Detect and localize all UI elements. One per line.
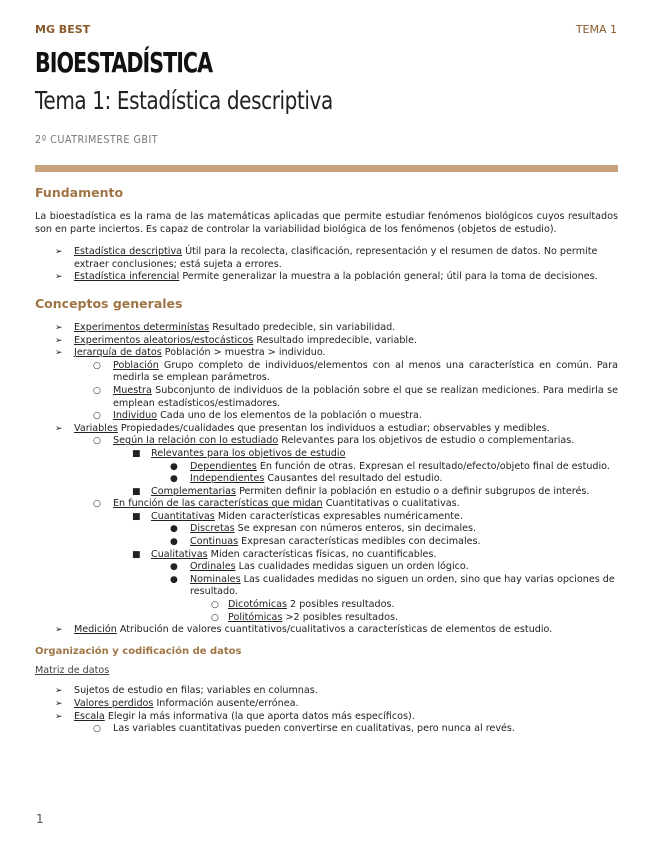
list-item <box>35 536 618 549</box>
list-item-term: Complementarias <box>151 485 237 497</box>
circle-bullet-icon: ○ <box>211 600 219 611</box>
list-item <box>35 624 618 637</box>
list-item <box>35 246 618 271</box>
document-subtitle: Tema 1: Estadística descriptiva <box>35 86 333 115</box>
list-item <box>35 486 618 499</box>
list-item-term: Ordinales <box>190 561 236 573</box>
list-item-text: Cada uno de los elementos de la población o muestra. <box>157 410 422 422</box>
list-item <box>35 423 618 436</box>
list-item-term: Muestra <box>113 384 152 396</box>
list-item-text: Las variables cuantitativas pueden convertirse en cualitativas, pero nunca al revés. <box>113 723 515 735</box>
list-item <box>35 410 618 423</box>
list-item-text: Población > muestra > individuo. <box>161 347 326 359</box>
list-item-term: En función de las características que midan <box>113 498 323 510</box>
list-item-term: Experimentos determinístas <box>74 321 210 333</box>
section-heading-organizacion: Organización y codificación de datos <box>35 645 242 657</box>
list-item-text: Miden características expresables numéricamente. <box>214 510 463 522</box>
list-item-text: Las cualidades medidas siguen un orden lógico. <box>235 561 469 573</box>
list-item <box>35 511 618 524</box>
list-item-term: Cuantitativas <box>151 510 215 522</box>
square-bullet-icon: ■ <box>132 511 141 522</box>
intro-paragraph: La bioestadística es la rama de las matemáticas aplicadas que permite estudiar fenómenos biológicos cuyos resultados son en parte inciertos. Es capaz de controlar la variabilidad biológica de los fenómenos (objetos de estudio). <box>35 211 618 235</box>
dot-bullet-icon: ● <box>170 574 178 585</box>
list-item <box>35 322 618 335</box>
list-item-term: Medición <box>74 624 117 636</box>
list-item-text: Miden características físicas, no cuantificables. <box>207 548 437 560</box>
list-item <box>35 448 618 461</box>
list-item-text: Las cualidades medidas no siguen un orden, sino que hay varias opciones de resultado. <box>190 573 615 598</box>
list-item-term: Continuas <box>190 536 239 548</box>
list-item-term: Individuo <box>113 410 158 422</box>
page-number: 1 <box>36 812 44 826</box>
list-item <box>35 335 618 348</box>
document-title: BIOESTADÍSTICA <box>35 46 213 79</box>
list-item-text: Se expresan con números enteros, sin decimales. <box>234 523 477 535</box>
circle-bullet-icon: ○ <box>211 612 219 623</box>
arrow-bullet-icon: ➢ <box>55 625 63 636</box>
circle-bullet-icon: ○ <box>93 360 101 371</box>
list-item-term: Dependientes <box>190 460 257 472</box>
list-item <box>35 523 618 536</box>
header-left: MG BEST <box>35 23 91 36</box>
list-item <box>35 360 618 385</box>
list-item-text: Útil para la recolecta, clasificación, representación y el resumen de datos. No permite extraer conclusiones; está sujeta a errores. <box>74 246 598 270</box>
list-item-text: En función de otras. Expresan el resultado/efecto/objeto final de estudio. <box>256 460 610 472</box>
list-item-term: Politómicas <box>228 611 283 623</box>
arrow-bullet-icon: ➢ <box>55 423 63 434</box>
list-item <box>35 498 618 511</box>
square-bullet-icon: ■ <box>132 448 141 459</box>
circle-bullet-icon: ○ <box>93 724 101 735</box>
arrow-bullet-icon: ➢ <box>55 711 63 722</box>
list-item <box>35 574 618 599</box>
list-item-term: Variables <box>74 422 118 434</box>
list-item-text: Causantes del resultado del estudio. <box>264 473 443 485</box>
title-divider-bar <box>35 165 618 172</box>
arrow-bullet-icon: ➢ <box>55 686 63 697</box>
list-item-text: Atribución de valores cuantitativos/cualitativos a características de elementos de estudio. <box>116 624 553 636</box>
list-item-term: Experimentos aleatorios/estocásticos <box>74 334 254 346</box>
circle-bullet-icon: ○ <box>93 385 101 396</box>
list-item-term: Jerarquía de datos <box>74 347 162 359</box>
list-item-text: Elegir la más informativa (la que aporta datos más específicos). <box>104 710 415 722</box>
list-item-text: 2 posibles resultados. <box>287 599 395 611</box>
list-item <box>35 599 618 612</box>
list-item-term: Dicotómicas <box>228 599 287 611</box>
list-item-term: Escala <box>74 710 105 722</box>
list-item-text: Permiten definir la población en estudio o a definir subgrupos de interés. <box>236 485 590 497</box>
list-item <box>35 685 618 698</box>
list-item-term: Independientes <box>190 473 265 485</box>
list-item-term: Población <box>113 359 159 371</box>
dot-bullet-icon: ● <box>170 562 178 573</box>
list-item <box>35 612 618 625</box>
list-item <box>35 461 618 474</box>
header-right: TEMA 1 <box>575 23 617 36</box>
list-item-term: Cualitativas <box>151 548 208 560</box>
arrow-bullet-icon: ➢ <box>55 335 63 346</box>
list-item <box>35 561 618 574</box>
list-item-text: Sujetos de estudio en filas; variables en columnas. <box>74 685 318 697</box>
section-heading-fundamento: Fundamento <box>35 185 124 200</box>
square-bullet-icon: ■ <box>132 549 141 560</box>
list-item-text: Resultado impredecible, variable. <box>253 334 418 346</box>
list-item <box>35 711 618 724</box>
list-item-term: Valores perdidos <box>74 698 154 709</box>
list-item-term: Discretas <box>190 523 235 535</box>
square-bullet-icon: ■ <box>132 486 141 497</box>
list-item-text: Información ausente/errónea. <box>153 698 299 709</box>
list-item-term: Según la relación con lo estudiado <box>113 435 279 447</box>
arrow-bullet-icon: ➢ <box>55 272 63 283</box>
list-item <box>35 549 618 562</box>
dot-bullet-icon: ● <box>170 474 178 485</box>
list-item-text: Cuantitativas o cualitativas. <box>322 498 460 510</box>
term-label: 2º CUATRIMESTRE GBIT <box>35 133 159 146</box>
dot-bullet-icon: ● <box>170 537 178 548</box>
arrow-bullet-icon: ➢ <box>55 322 63 333</box>
arrow-bullet-icon: ➢ <box>55 699 63 709</box>
list-item <box>35 473 618 486</box>
list-item-text: Subconjunto de individuos de la población sobre el que se realizan mediciones. Para medirla se emplean estadísticos/estimadores. <box>113 384 618 409</box>
list-item-text: Grupo completo de individuos/elementos con al menos una característica en común. Para medirla se emplean parámetros. <box>113 359 618 384</box>
list-item-term: Estadística inferencial <box>74 271 180 283</box>
list-item-text: Permite generalizar la muestra a la población general; útil para la toma de decisiones. <box>179 271 598 283</box>
dot-bullet-icon: ● <box>170 461 178 472</box>
circle-bullet-icon: ○ <box>93 436 101 447</box>
circle-bullet-icon: ○ <box>93 411 101 422</box>
list-item-term: Nominales <box>190 573 241 585</box>
list-item <box>35 347 618 360</box>
list-item-term: Estadística descriptiva <box>74 246 183 258</box>
subheading-matriz: Matriz de datos <box>35 664 110 676</box>
list-item <box>35 435 618 448</box>
list-item-text: Expresan características medibles con decimales. <box>238 536 481 548</box>
section-heading-conceptos: Conceptos generales <box>35 295 183 311</box>
list-item-text: >2 posibles resultados. <box>282 611 399 623</box>
list-item-term: Relevantes para los objetivos de estudio <box>151 447 346 459</box>
circle-bullet-icon: ○ <box>93 499 101 510</box>
list-item-text: Relevantes para los objetivos de estudio o complementarias. <box>278 435 575 447</box>
document-body <box>35 185 618 736</box>
list-item <box>35 271 618 284</box>
arrow-bullet-icon: ➢ <box>55 247 63 258</box>
list-item-text: Resultado predecible, sin variabilidad. <box>209 321 396 333</box>
arrow-bullet-icon: ➢ <box>55 348 63 359</box>
list-item <box>35 723 618 736</box>
list-item-text: Propiedades/cualidades que presentan los individuos a estudiar; observables y medibles. <box>117 422 550 434</box>
list-item <box>35 698 618 711</box>
dot-bullet-icon: ● <box>170 524 178 535</box>
list-item <box>35 385 618 410</box>
